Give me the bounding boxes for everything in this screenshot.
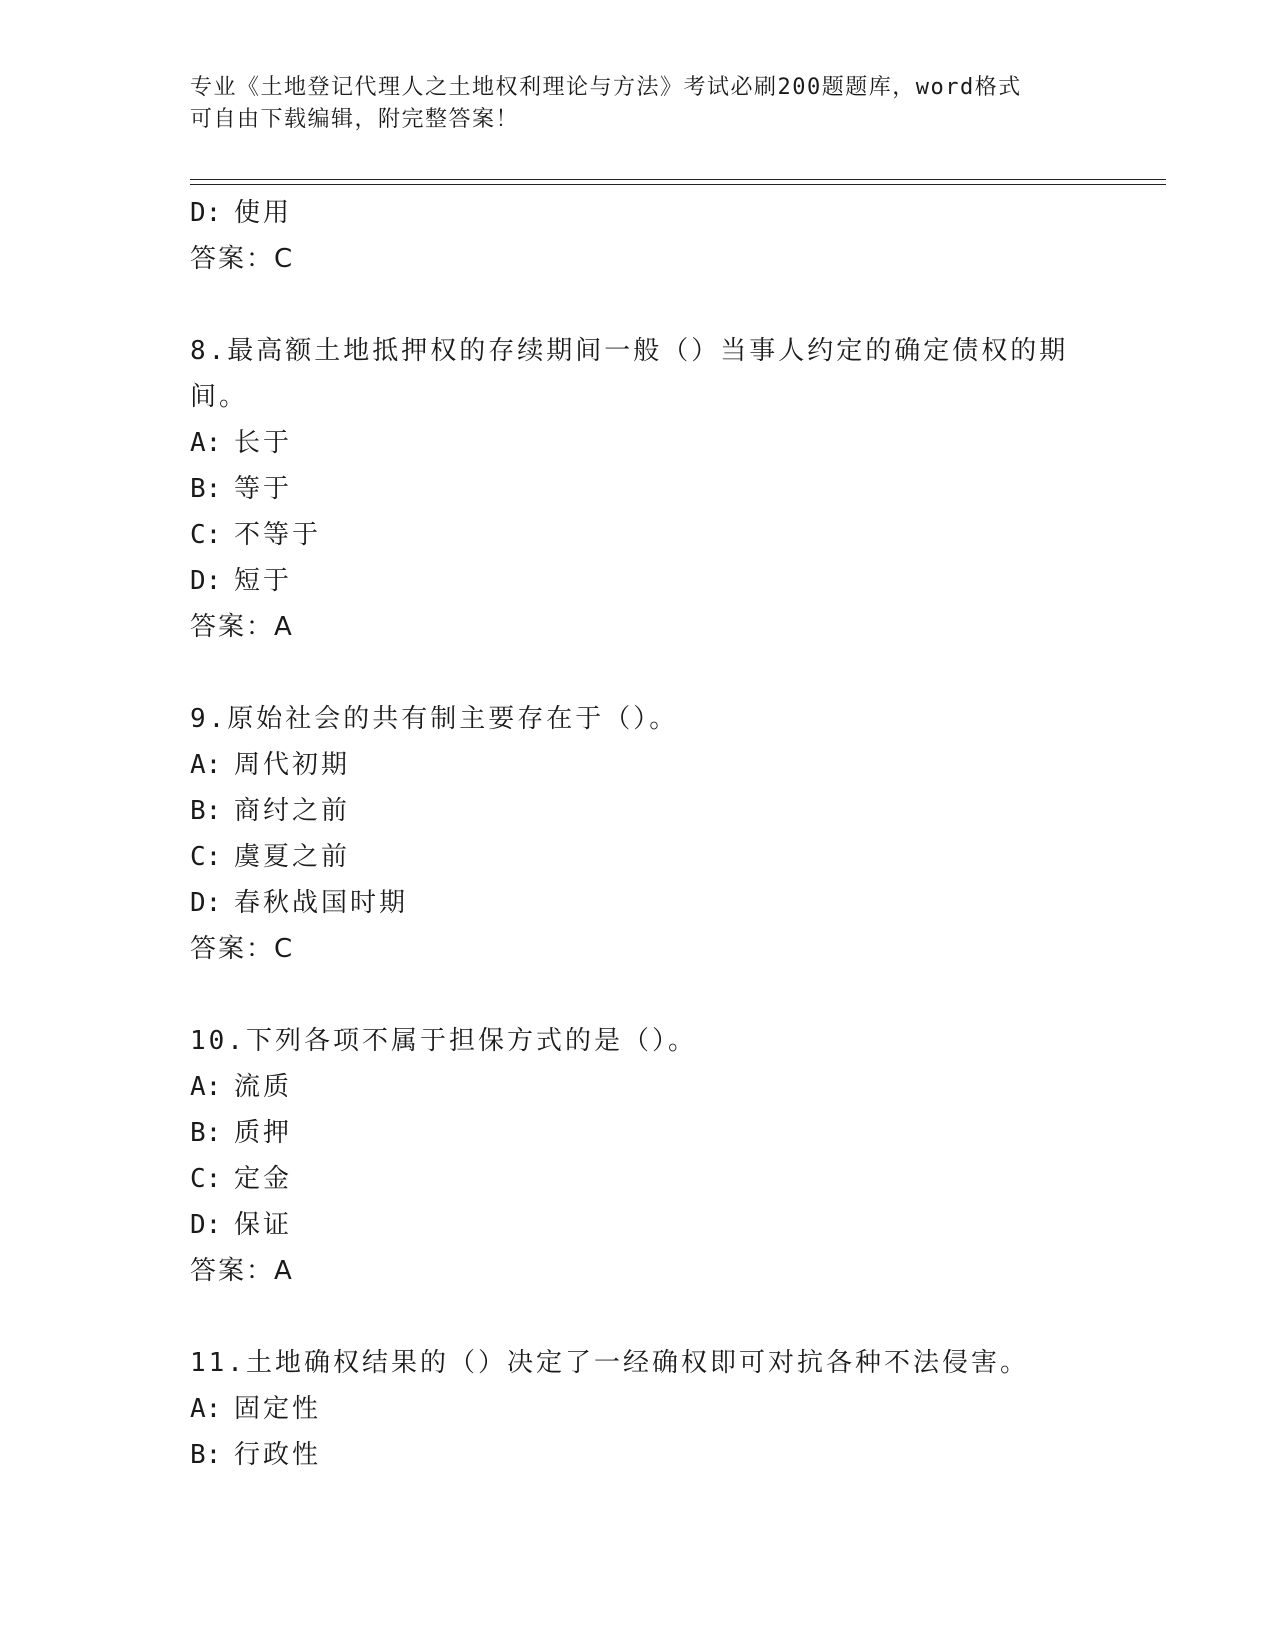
option-text: 使用 bbox=[234, 198, 293, 228]
spacer bbox=[190, 1294, 1090, 1340]
option-row bbox=[190, 742, 1090, 788]
spacer bbox=[190, 650, 1090, 696]
option-text: 周代初期 bbox=[234, 750, 351, 780]
option-letter: C: bbox=[190, 1164, 222, 1194]
header-title-line2: 可自由下载编辑，附完整答案！ bbox=[190, 107, 520, 132]
option-text: 长于 bbox=[234, 428, 293, 458]
option-row bbox=[190, 512, 1090, 558]
document-header bbox=[190, 72, 1090, 136]
question-stem bbox=[190, 1018, 1070, 1064]
option-letter: D: bbox=[190, 198, 222, 228]
question-stem-line: 11.土地确权结果的（）决定了一经确权即可对抗各种不法侵害。 bbox=[190, 1348, 1029, 1378]
option-letter: D: bbox=[190, 566, 222, 596]
option-letter: B: bbox=[190, 1118, 222, 1148]
option-text: 定金 bbox=[234, 1164, 293, 1194]
option-text: 短于 bbox=[234, 566, 293, 596]
option-row bbox=[190, 1202, 1090, 1248]
answer-line: 答案：C bbox=[190, 934, 295, 964]
option-text: 流质 bbox=[234, 1072, 293, 1102]
option-letter: C: bbox=[190, 520, 222, 550]
option-letter: A: bbox=[190, 428, 222, 458]
option-row bbox=[190, 1386, 1090, 1432]
question-stem bbox=[190, 1340, 1070, 1386]
option-row bbox=[190, 420, 1090, 466]
answer-line: 答案：A bbox=[190, 1256, 294, 1286]
option-letter: B: bbox=[190, 1440, 222, 1470]
option-letter: D: bbox=[190, 1210, 222, 1240]
header-divider-bottom bbox=[190, 184, 1166, 185]
question-stem-line: 间。 bbox=[190, 382, 249, 412]
question-stem-line: 9.原始社会的共有制主要存在于（）。 bbox=[190, 704, 679, 734]
option-row bbox=[190, 1432, 1090, 1478]
option-row bbox=[190, 788, 1090, 834]
option-text: 等于 bbox=[234, 474, 293, 504]
option-row bbox=[190, 1064, 1090, 1110]
option-text: 春秋战国时期 bbox=[234, 888, 409, 918]
question-stem bbox=[190, 696, 1070, 742]
answer-line: 答案：C bbox=[190, 244, 295, 274]
option-row bbox=[190, 466, 1090, 512]
option-letter: A: bbox=[190, 1072, 222, 1102]
option-letter: A: bbox=[190, 1394, 222, 1424]
option-text: 虞夏之前 bbox=[234, 842, 351, 872]
header-title-line1: 专业《土地登记代理人之土地权利理论与方法》考试必刷200题题库，word格式 bbox=[190, 75, 1022, 100]
option-text: 质押 bbox=[234, 1118, 293, 1148]
answer-line: 答案：A bbox=[190, 612, 294, 642]
option-text: 不等于 bbox=[234, 520, 322, 550]
option-letter: B: bbox=[190, 796, 222, 826]
option-row bbox=[190, 190, 1090, 236]
question-stem bbox=[190, 328, 1070, 420]
question-stem-line: 8.最高额土地抵押权的存续期间一般（）当事人约定的确定债权的期 bbox=[190, 336, 1069, 366]
header-divider-top bbox=[190, 179, 1166, 180]
option-letter: B: bbox=[190, 474, 222, 504]
option-letter: C: bbox=[190, 842, 222, 872]
option-row bbox=[190, 1156, 1090, 1202]
option-letter: A: bbox=[190, 750, 222, 780]
option-row bbox=[190, 834, 1090, 880]
option-text: 保证 bbox=[234, 1210, 293, 1240]
option-text: 固定性 bbox=[234, 1394, 322, 1424]
option-row bbox=[190, 558, 1090, 604]
spacer bbox=[190, 972, 1090, 1018]
option-letter: D: bbox=[190, 888, 222, 918]
option-row bbox=[190, 1110, 1090, 1156]
spacer bbox=[190, 282, 1090, 328]
option-text: 商纣之前 bbox=[234, 796, 351, 826]
document-body bbox=[190, 190, 1090, 1478]
option-text: 行政性 bbox=[234, 1440, 322, 1470]
question-stem-line: 10.下列各项不属于担保方式的是（）。 bbox=[190, 1026, 697, 1056]
option-row bbox=[190, 880, 1090, 926]
